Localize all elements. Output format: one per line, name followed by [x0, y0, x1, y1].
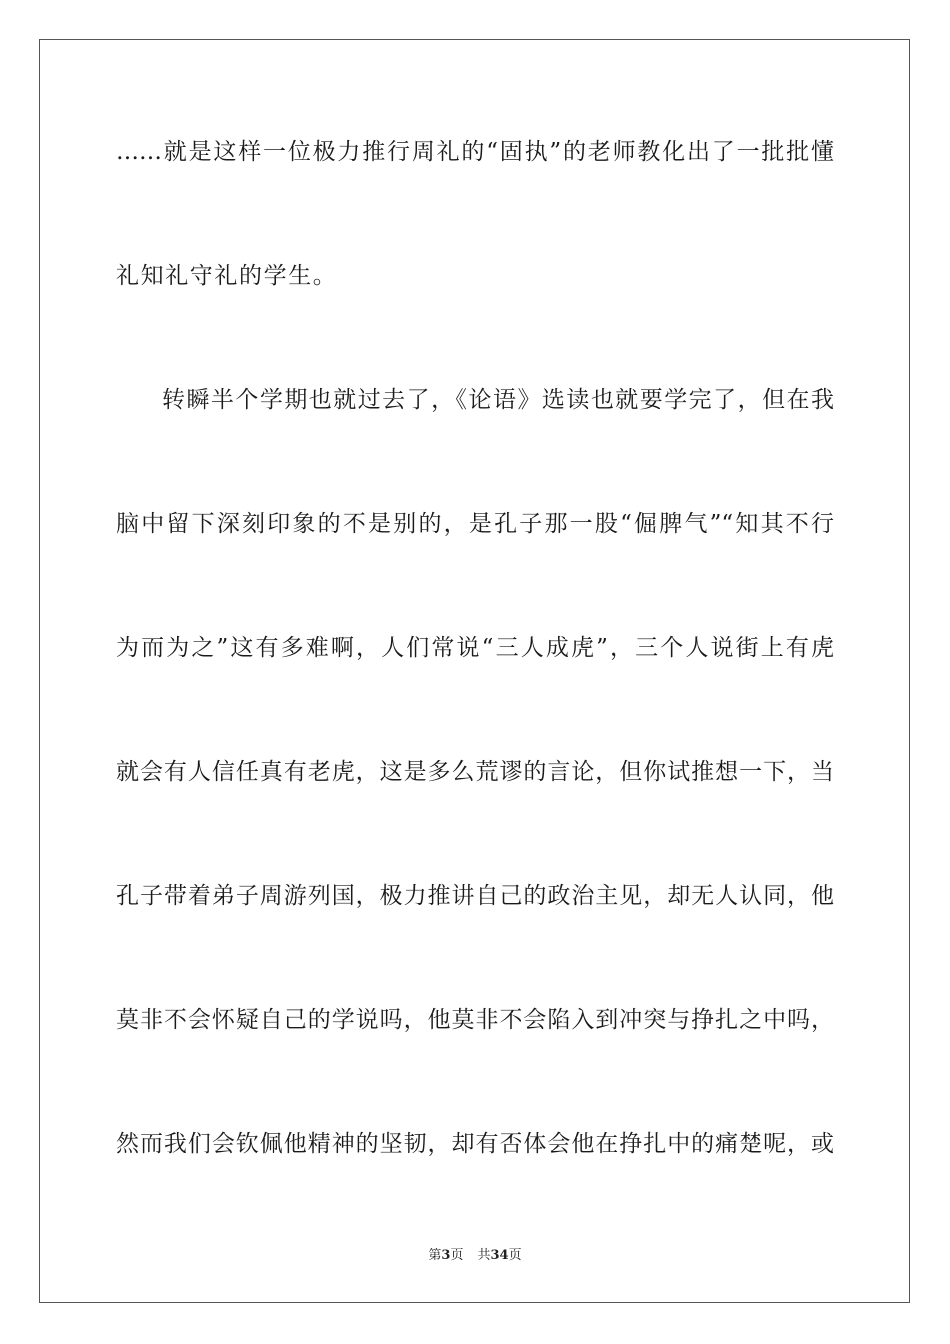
- text-line-8: 莫非不会怀疑自己的学说吗，他莫非不会陷入到冲突与挣扎之中吗，: [116, 1007, 834, 1033]
- page-border: [39, 39, 910, 1303]
- footer-page-suffix: 页: [450, 1248, 464, 1263]
- text-line-9: 然而我们会钦佩他精神的坚韧，却有否体会他在挣扎中的痛楚呢，或: [116, 1131, 834, 1157]
- text-line-3: 转瞬半个学期也就过去了，《论语》选读也就要学完了，但在我: [162, 387, 834, 413]
- footer-page-prefix: 第: [428, 1248, 442, 1263]
- text-line-4: 脑中留下深刻印象的不是别的，是孔子那一股“倔脾气”“知其不行: [116, 511, 834, 537]
- text-line-2: 礼知礼守礼的学生。: [116, 263, 338, 289]
- text-line-7: 孔子带着弟子周游列国，极力推讲自己的政治主见，却无人认同，他: [116, 883, 834, 909]
- text-line-6: 就会有人信任真有老虎，这是多么荒谬的言论，但你试推想一下，当: [116, 759, 834, 785]
- footer-total-suffix: 页: [508, 1248, 522, 1263]
- text-line-1: ……就是这样一位极力推行周礼的“固执”的老师教化出了一批批懂: [116, 139, 834, 165]
- footer-total-pages: 34: [490, 1248, 509, 1263]
- footer-page-number: 3: [441, 1248, 451, 1263]
- page-footer: [0, 1246, 950, 1266]
- text-line-5: 为而为之”这有多难啊，人们常说“三人成虎”，三个人说街上有虎: [116, 635, 834, 661]
- footer-total-prefix: 共: [477, 1248, 491, 1263]
